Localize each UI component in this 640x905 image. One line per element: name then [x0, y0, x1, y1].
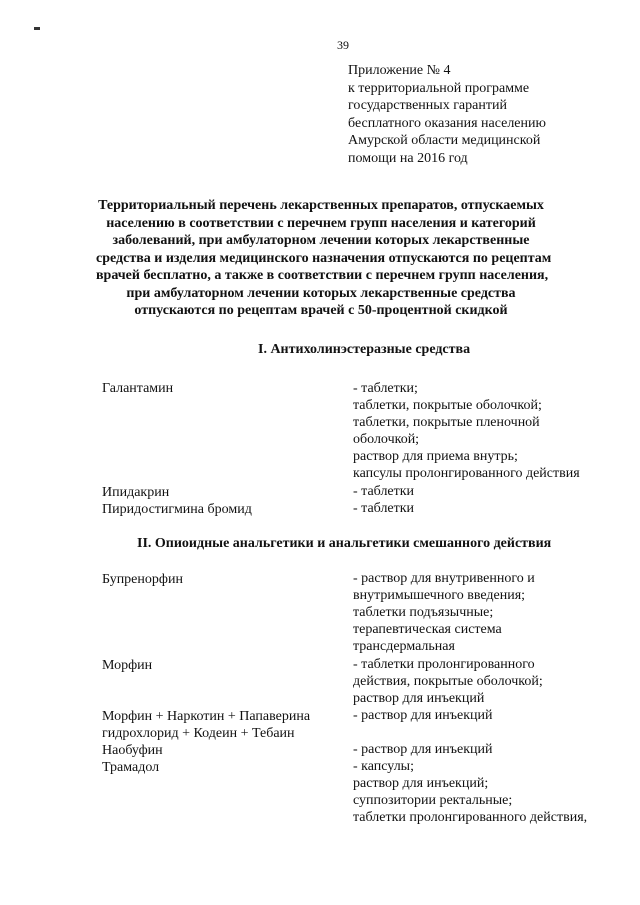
drug-forms	[353, 741, 493, 758]
drug-name: Галантамин	[102, 381, 174, 396]
drug-name: Морфин	[102, 658, 153, 673]
drug-name-line: гидрохлорид + Кодеин + Тебаин	[102, 726, 295, 741]
page-number: 39	[337, 38, 349, 52]
scan-mark	[34, 27, 40, 30]
form-line: действия, покрытые оболочкой;	[353, 674, 543, 689]
drug-name-line: Морфин + Наркотин + Папаверина	[102, 709, 311, 724]
appendix-line: помощи на 2016 год	[348, 150, 468, 166]
appendix-line: Приложение № 4	[348, 63, 451, 78]
drug-forms	[353, 483, 414, 500]
appendix-line: бесплатного оказания населению	[348, 115, 546, 131]
form-line: трансдермальная	[353, 639, 455, 654]
title-line: при амбулаторном лечении которых лекарственные средства	[126, 285, 516, 301]
drug-name: Трамадол	[102, 760, 160, 775]
form-line: - таблетки пролонгированного	[353, 657, 535, 672]
form-line: таблетки пролонгированного действия,	[353, 810, 588, 825]
drug-name	[102, 708, 310, 742]
form-line: терапевтическая система	[353, 622, 502, 637]
form-line: - таблетки	[353, 484, 415, 499]
section-heading-2: II. Опиоидные анальгетики и анальгетики смешанного действия	[137, 536, 552, 551]
drug-name: Ипидакрин	[102, 485, 170, 500]
drug-forms	[353, 570, 535, 655]
form-line: - раствор для инъекций	[353, 708, 493, 723]
form-line: раствор для приема внутрь;	[353, 449, 518, 464]
title-line: врачей бесплатно, а также в соответствии с перечнем групп населения,	[96, 268, 549, 283]
form-line: суппозитории ректальные;	[353, 793, 513, 808]
form-line: капсулы пролонгированного действия	[353, 466, 580, 481]
form-line: раствор для инъекций;	[353, 776, 489, 791]
drug-forms	[353, 758, 587, 826]
drug-name: Наобуфин	[102, 743, 163, 758]
appendix-header	[348, 62, 546, 167]
form-line: - капсулы;	[353, 759, 414, 774]
appendix-line: к территориальной программе	[348, 80, 530, 96]
title-line: Территориальный перечень лекарственных препаратов, отпускаемых	[98, 198, 544, 213]
appendix-line: Амурской области медицинской	[348, 133, 541, 148]
section-heading-1: I. Антихолинэстеразные средства	[258, 342, 471, 357]
document-title	[96, 197, 552, 320]
form-line: - раствор для внутривенного и	[353, 571, 535, 586]
title-line: отпускаются по рецептам врачей с 50-процентной скидкой	[134, 303, 508, 318]
title-line: средства и изделия медицинского назначения отпускаются по рецептам	[96, 250, 552, 266]
form-line: таблетки, покрытые пленочной	[353, 415, 540, 430]
form-line: таблетки подъязычные;	[353, 605, 494, 620]
form-line: - таблетки	[353, 501, 415, 516]
form-line: оболочкой;	[353, 432, 420, 447]
form-line: раствор для инъекций	[353, 691, 485, 706]
form-line: таблетки, покрытые оболочкой;	[353, 398, 542, 413]
drug-name: Пиридостигмина бромид	[102, 502, 252, 517]
form-line: - таблетки;	[353, 381, 418, 396]
appendix-line: государственных гарантий	[348, 98, 507, 113]
title-line: населению в соответствии с перечнем групп населения и категорий	[106, 215, 536, 231]
drug-forms	[353, 707, 493, 724]
title-line: заболеваний, при амбулаторном лечении которых лекарственные	[112, 233, 530, 248]
drug-forms	[353, 500, 414, 517]
drug-forms	[353, 380, 580, 482]
drug-name: Бупренорфин	[102, 572, 183, 587]
drug-forms	[353, 656, 543, 707]
form-line: внутримышечного введения;	[353, 588, 526, 603]
form-line: - раствор для инъекций	[353, 742, 493, 757]
